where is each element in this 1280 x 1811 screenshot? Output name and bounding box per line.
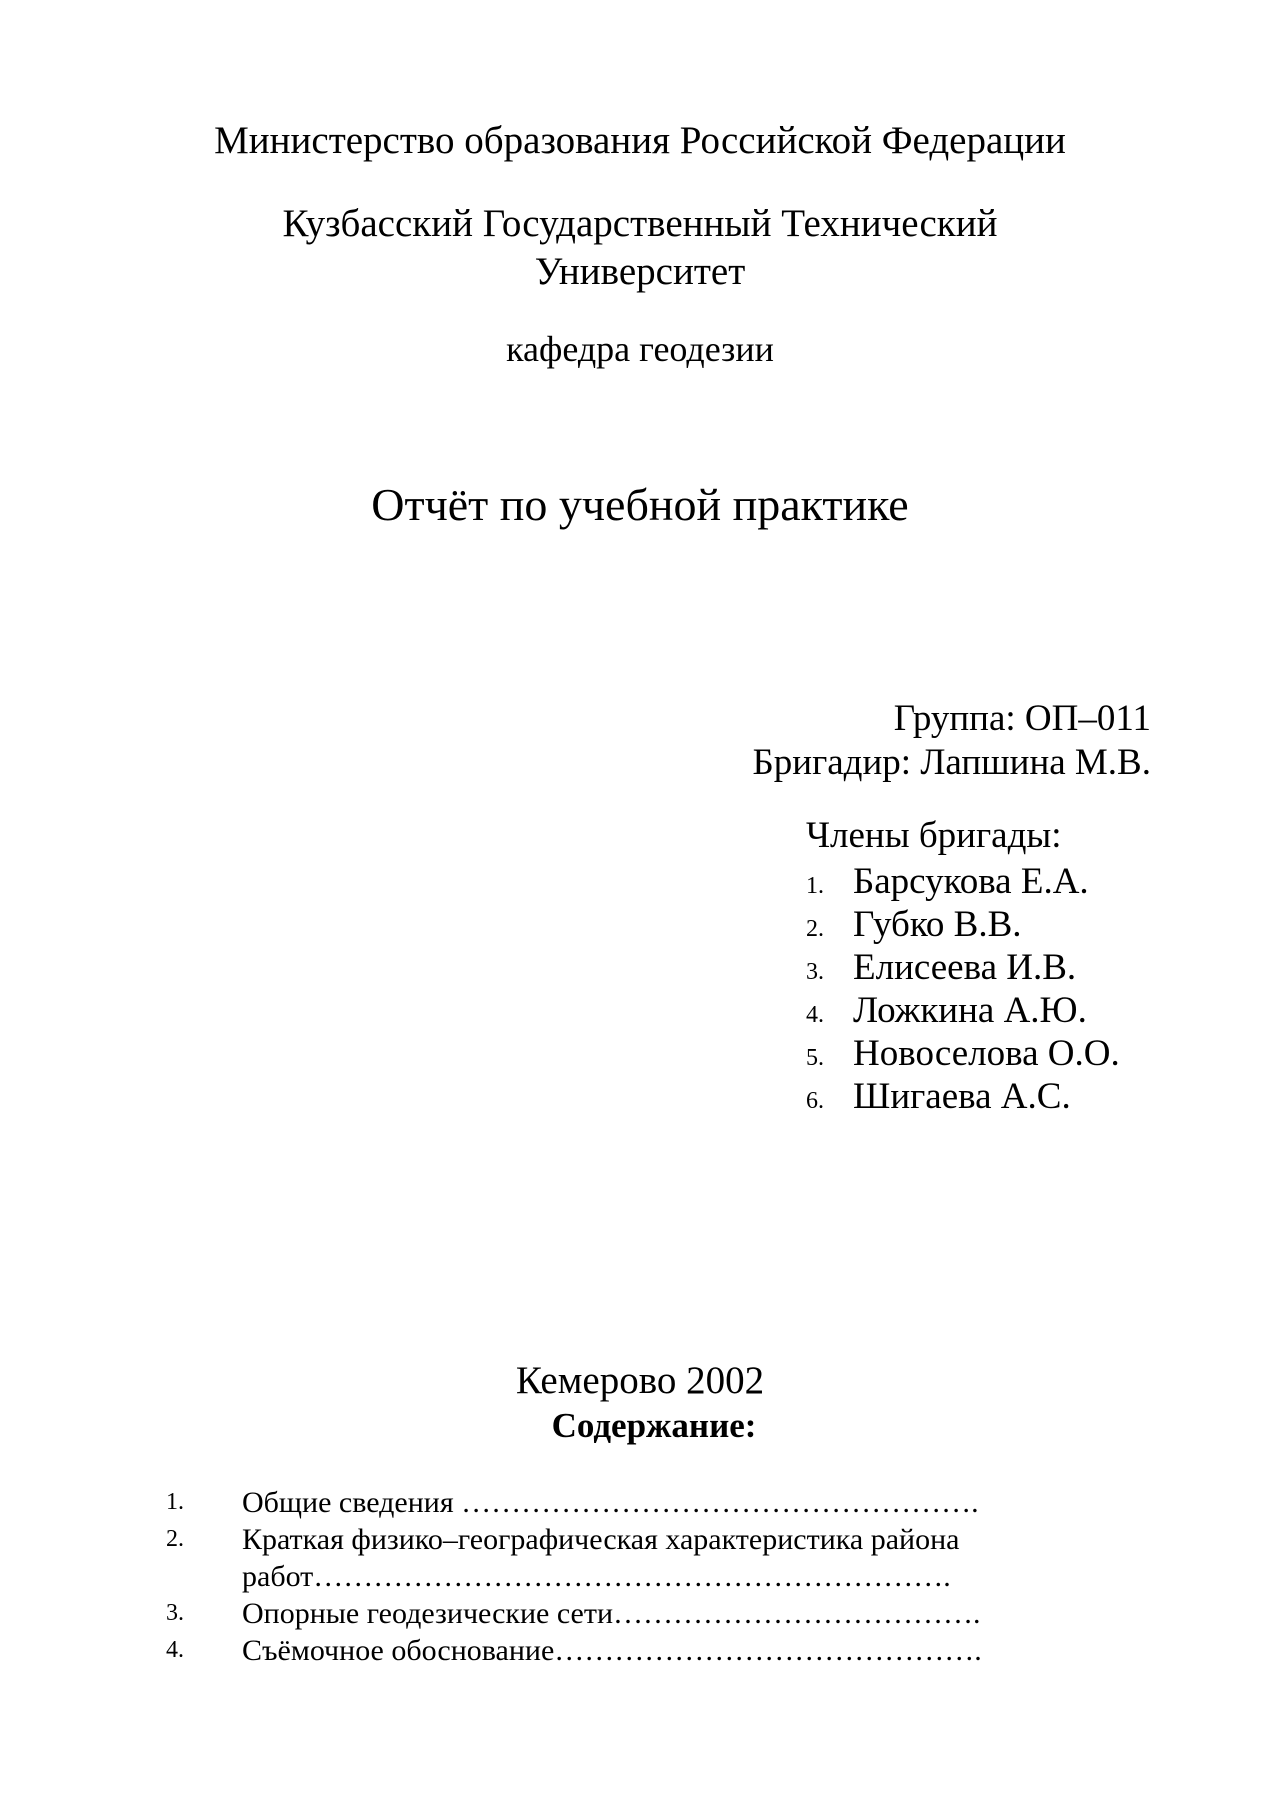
toc-number: 1. bbox=[166, 1489, 184, 1515]
member-item bbox=[806, 1075, 1120, 1118]
toc-number: 2. bbox=[166, 1526, 184, 1552]
member-number: 1. bbox=[806, 873, 824, 899]
toc-number: 4. bbox=[166, 1637, 184, 1663]
member-name: Шигаева А.С. bbox=[853, 1076, 1071, 1117]
toc-text: Опорные геодезические сети………………………………. bbox=[242, 1597, 981, 1630]
department-name: кафедра геодезии bbox=[506, 329, 774, 369]
member-item bbox=[806, 989, 1120, 1032]
city-year: Кемерово 2002 bbox=[515, 1359, 765, 1402]
member-number: 2. bbox=[806, 916, 824, 942]
brigade-info bbox=[753, 697, 1151, 785]
report-title: Отчёт по учебной практике bbox=[371, 479, 909, 530]
member-name: Елисеева И.В. bbox=[853, 947, 1077, 988]
toc-number: 3. bbox=[166, 1600, 184, 1626]
member-number: 4. bbox=[806, 1002, 824, 1028]
toc-item bbox=[166, 1632, 1106, 1669]
member-name: Ложкина А.Ю. bbox=[853, 990, 1087, 1031]
university-name-text: Кузбасский Государственный Технический Университет bbox=[282, 202, 998, 293]
members-heading: Члены бригады: bbox=[806, 815, 1062, 856]
toc-item bbox=[166, 1521, 1106, 1595]
toc-text: Общие сведения ……………………………………………. bbox=[242, 1486, 979, 1519]
brigade-leader: Бригадир: Лапшина М.В. bbox=[752, 742, 1151, 783]
member-item bbox=[806, 860, 1120, 903]
toc-text: Съёмочное обоснование……………………………………. bbox=[242, 1634, 982, 1667]
member-number: 6. bbox=[806, 1088, 824, 1114]
member-item bbox=[806, 1032, 1120, 1075]
members-list bbox=[806, 860, 1120, 1118]
member-item bbox=[806, 946, 1120, 989]
toc-item bbox=[166, 1595, 1106, 1632]
ministry-name: Министерство образования Российской Федерации bbox=[214, 119, 1066, 162]
member-item bbox=[806, 903, 1120, 946]
member-number: 5. bbox=[806, 1045, 824, 1071]
university-name bbox=[0, 200, 1280, 296]
toc-text: Краткая физико–географическая характеристика района работ………………………………………………………. bbox=[242, 1523, 960, 1593]
toc-item bbox=[166, 1484, 1106, 1521]
group-label: Группа: ОП–011 bbox=[893, 698, 1151, 739]
member-name: Барсукова Е.А. bbox=[853, 861, 1089, 902]
member-name: Новоселова О.О. bbox=[853, 1033, 1120, 1074]
contents-heading: Содержание: bbox=[551, 1406, 757, 1445]
member-number: 3. bbox=[806, 959, 824, 985]
table-of-contents bbox=[166, 1484, 1106, 1669]
member-name: Губко В.В. bbox=[853, 904, 1022, 945]
